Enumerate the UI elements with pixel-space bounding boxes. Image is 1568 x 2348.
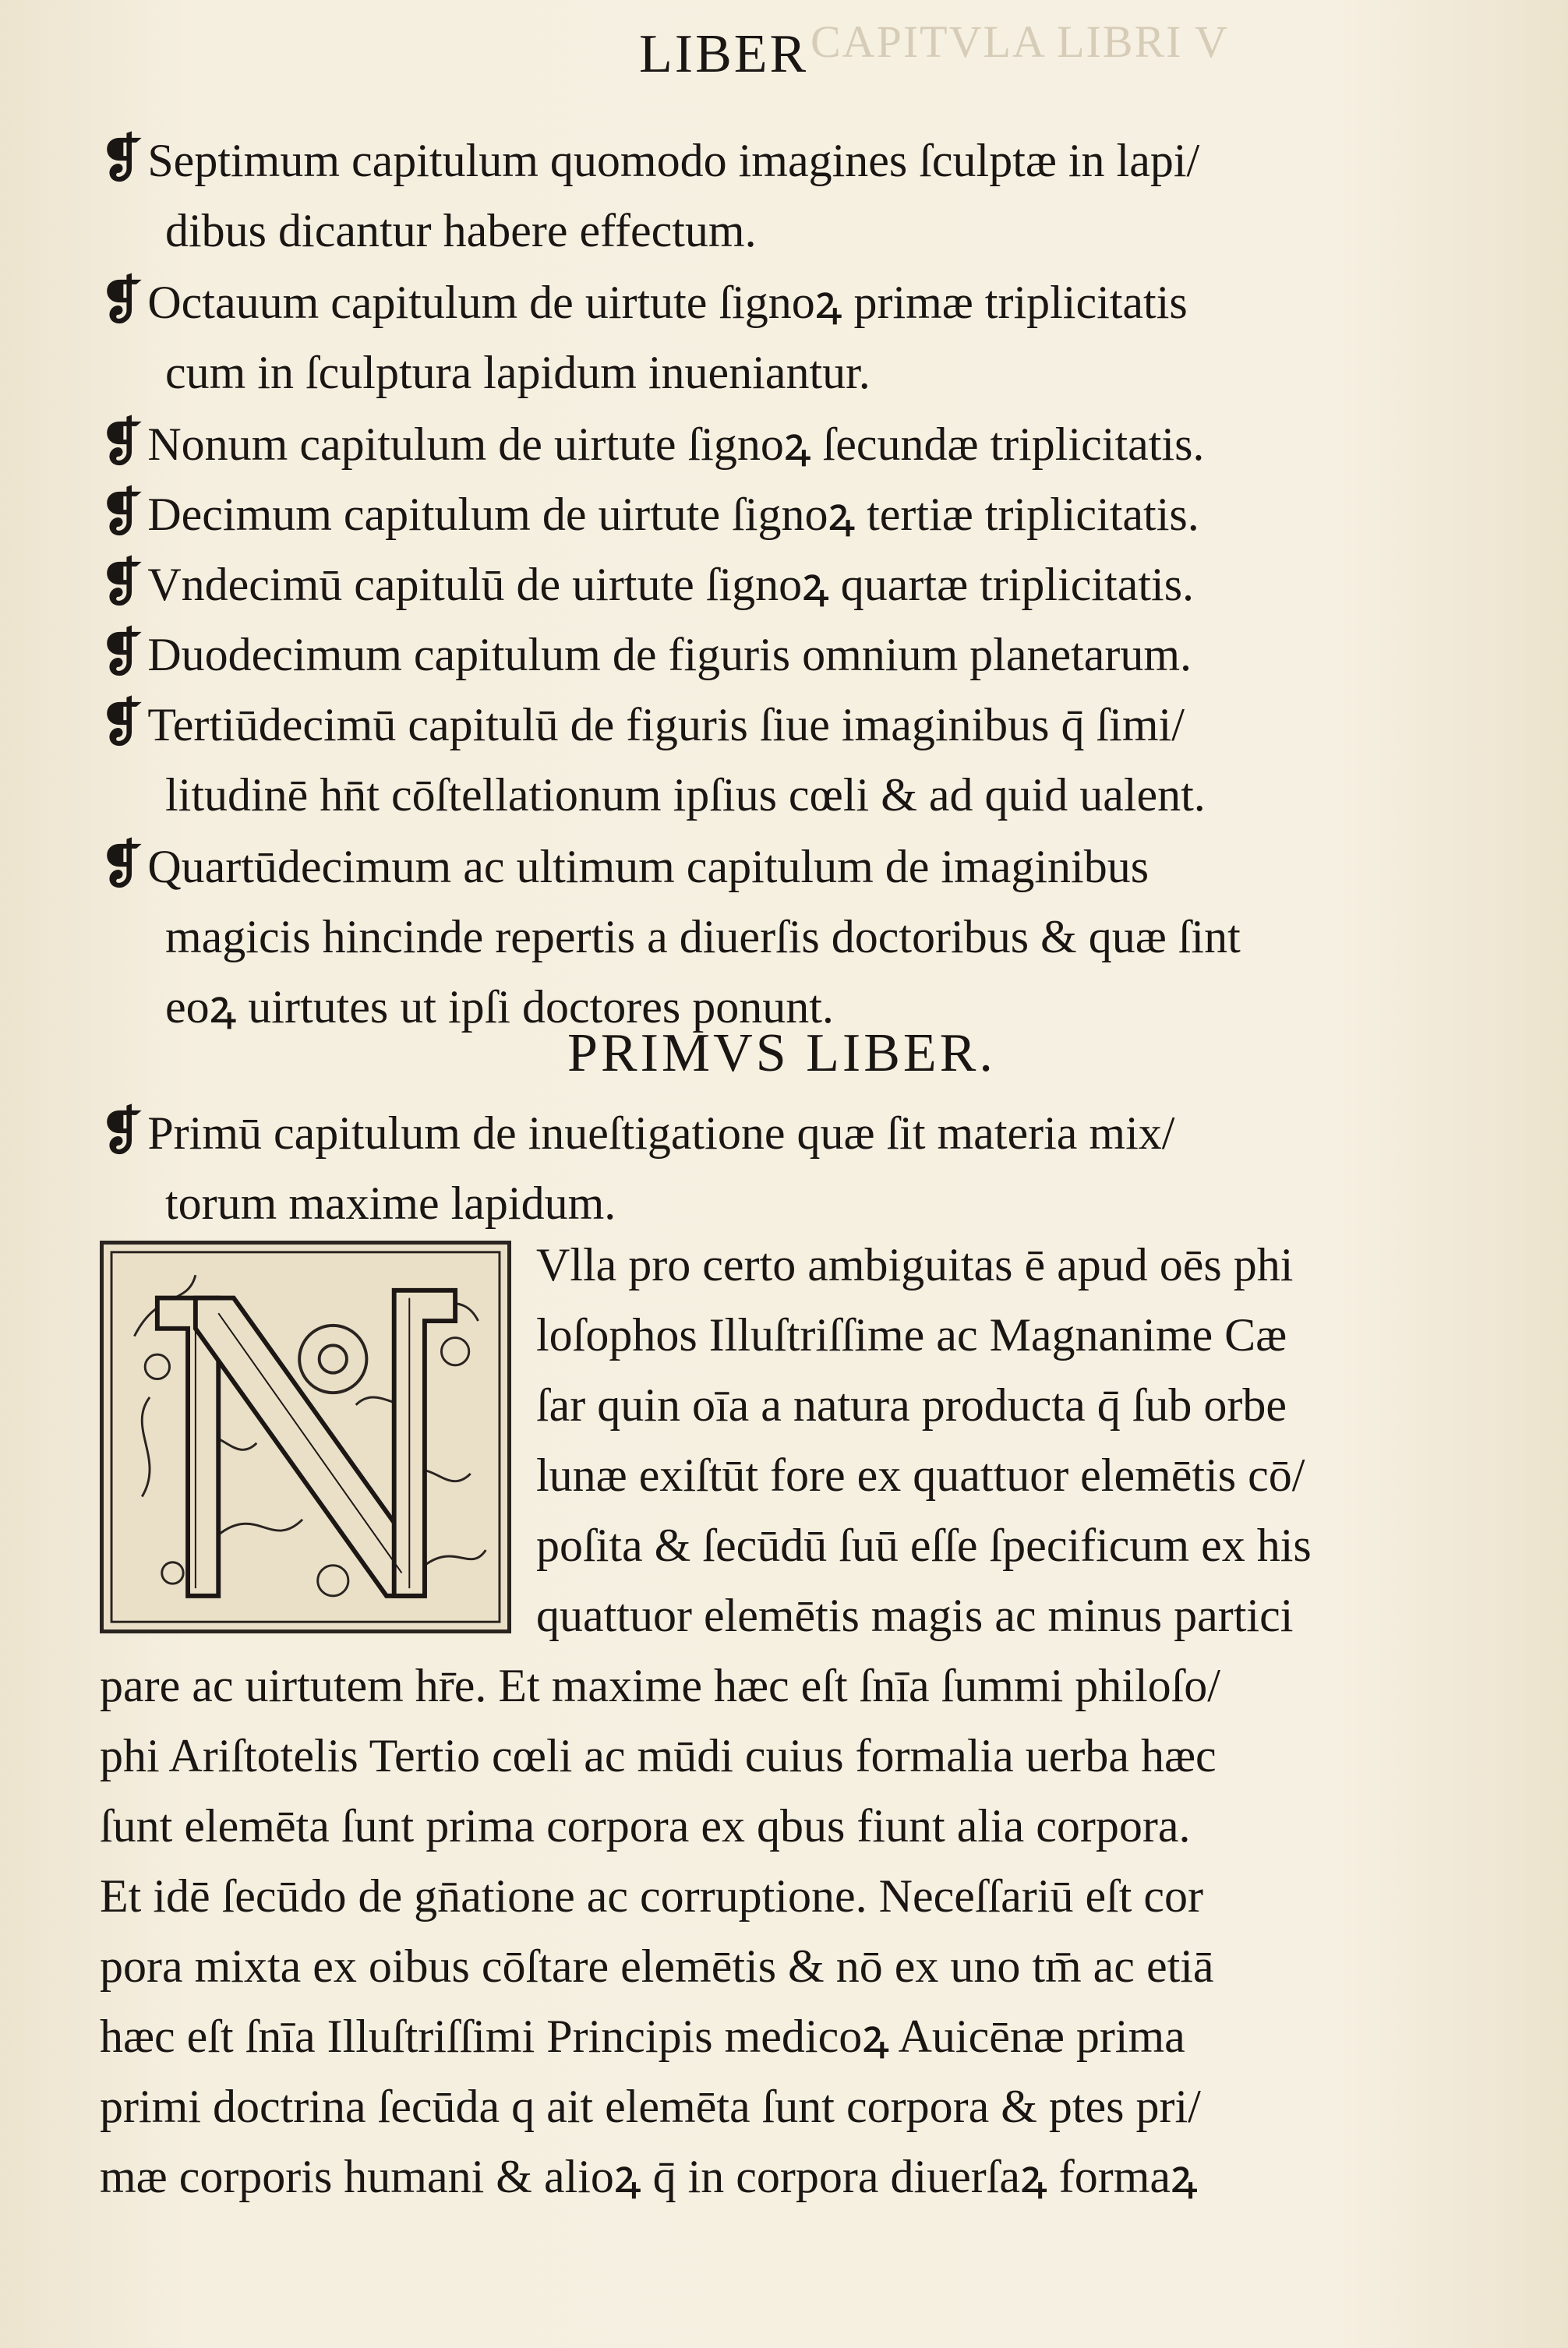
entry-line: litudinē hn̄t cōſtellationum ipſius cœli & ad quid ualent. xyxy=(165,769,1206,821)
bleed-through-text: CAPITVLA LIBRI V xyxy=(810,16,1229,67)
contents-entry-12 xyxy=(100,619,1518,690)
pilcrow-mark: ❡ xyxy=(100,695,143,752)
entry-line: Tertiūdecimū capitulū de figuris ſiue imaginibus q̄ ſimi/ xyxy=(147,699,1185,750)
pilcrow-mark: ❡ xyxy=(100,625,143,682)
entry-line: Duodecimum capitulum de figuris omnium planetarum. xyxy=(147,629,1192,680)
body-line: mæ corporis humani & alioꝝ q̄ in corpora diuerſaꝝ formaꝝ xyxy=(100,2151,1198,2202)
chapter-one-title xyxy=(100,1097,1518,1238)
pilcrow-mark: ❡ xyxy=(100,273,143,330)
pilcrow-mark: ❡ xyxy=(100,837,143,894)
entry-line: dibus dicantur habere effectum. xyxy=(165,205,757,256)
entry-line: Decimum capitulum de uirtute ſignoꝝ tertiæ triplicitatis. xyxy=(147,489,1199,540)
entry-line: Vndecimū capitulū de uirtute ſignoꝝ quartæ triplicitatis. xyxy=(147,559,1195,610)
entry-line: cum in ſculptura lapidum inueniantur. xyxy=(165,347,871,398)
entry-line: Octauum capitulum de uirtute ſignoꝝ primæ triplicitatis xyxy=(147,277,1188,328)
body-line: lunæ exiſtūt fore ex quattuor elemētis cō/ xyxy=(536,1449,1305,1501)
pilcrow-mark: ❡ xyxy=(100,555,143,612)
chapter-line: torum maxime lapidum. xyxy=(165,1178,616,1229)
pilcrow-mark: ❡ xyxy=(100,131,143,188)
entry-line: Quartūdecimum ac ultimum capitulum de imaginibus xyxy=(147,841,1150,892)
section-heading: PRIMVS LIBER. xyxy=(567,1023,996,1083)
body-line: Vlla pro certo ambiguitas ē apud oēs phi xyxy=(536,1239,1294,1291)
chapter-line: Primū capitulum de inueſtigatione quæ ſit materia mix/ xyxy=(147,1107,1175,1159)
running-head: LIBER xyxy=(639,24,809,84)
contents-entry-8 xyxy=(100,267,1518,408)
contents-entry-9 xyxy=(100,408,1518,479)
body-line: loſophos Illuſtriſſime ac Magnanime Cæ xyxy=(536,1309,1287,1361)
contents-entry-7 xyxy=(100,125,1518,266)
entry-line: Septimum capitulum quomodo imagines ſculptæ in lapi/ xyxy=(147,135,1200,186)
floral-initial-illustration xyxy=(104,1245,507,1629)
entry-line: magicis hincinde repertis a diuerſis doctoribus & quæ ſint xyxy=(165,911,1241,962)
entry-line: eoꝝ uirtutes ut ipſi doctores ponunt. xyxy=(165,981,834,1033)
contents-entry-11 xyxy=(100,549,1518,620)
body-line: poſita & ſecūdū ſuū eſſe ſpecificum ex his xyxy=(536,1520,1312,1571)
contents-entry-14 xyxy=(100,831,1518,1042)
body-line: Et idē ſecūdo de gn̄atione ac corruptione. Neceſſariū eſt cor xyxy=(100,1870,1204,1922)
pilcrow-mark: ❡ xyxy=(100,1103,143,1160)
pilcrow-mark: ❡ xyxy=(100,485,143,542)
body-line: phi Ariſtotelis Tertio cœli ac mūdi cuius formalia uerba hæc xyxy=(100,1730,1217,1781)
pilcrow-mark: ❡ xyxy=(100,415,143,471)
body-line: quattuor elemētis magis ac minus partici xyxy=(536,1590,1294,1641)
body-line: ſar quin oīa a natura producta q̄ ſub orbe xyxy=(536,1379,1287,1431)
woodcut-initial-n xyxy=(100,1241,511,1633)
entry-line: Nonum capitulum de uirtute ſignoꝝ ſecundæ triplicitatis. xyxy=(147,418,1205,470)
body-line: primi doctrina ſecūda q ait elemēta ſunt corpora & ptes pri/ xyxy=(100,2081,1201,2132)
body-line: hæc eſt ſnīa Illuſtriſſimi Principis medicoꝝ Auicēnæ prima xyxy=(100,2011,1185,2062)
body-line: pora mixta ex oibus cōſtare elemētis & nō ex uno tm̄ ac etiā xyxy=(100,1940,1214,1992)
contents-entry-10 xyxy=(100,478,1518,549)
body-line: pare ac uirtutem hr̄e. Et maxime hæc eſt ſnīa ſummi philoſo/ xyxy=(100,1660,1220,1711)
contents-entry-13 xyxy=(100,689,1518,830)
body-line: ſunt elemēta ſunt prima corpora ex qbus fiunt alia corpora. xyxy=(100,1800,1191,1852)
